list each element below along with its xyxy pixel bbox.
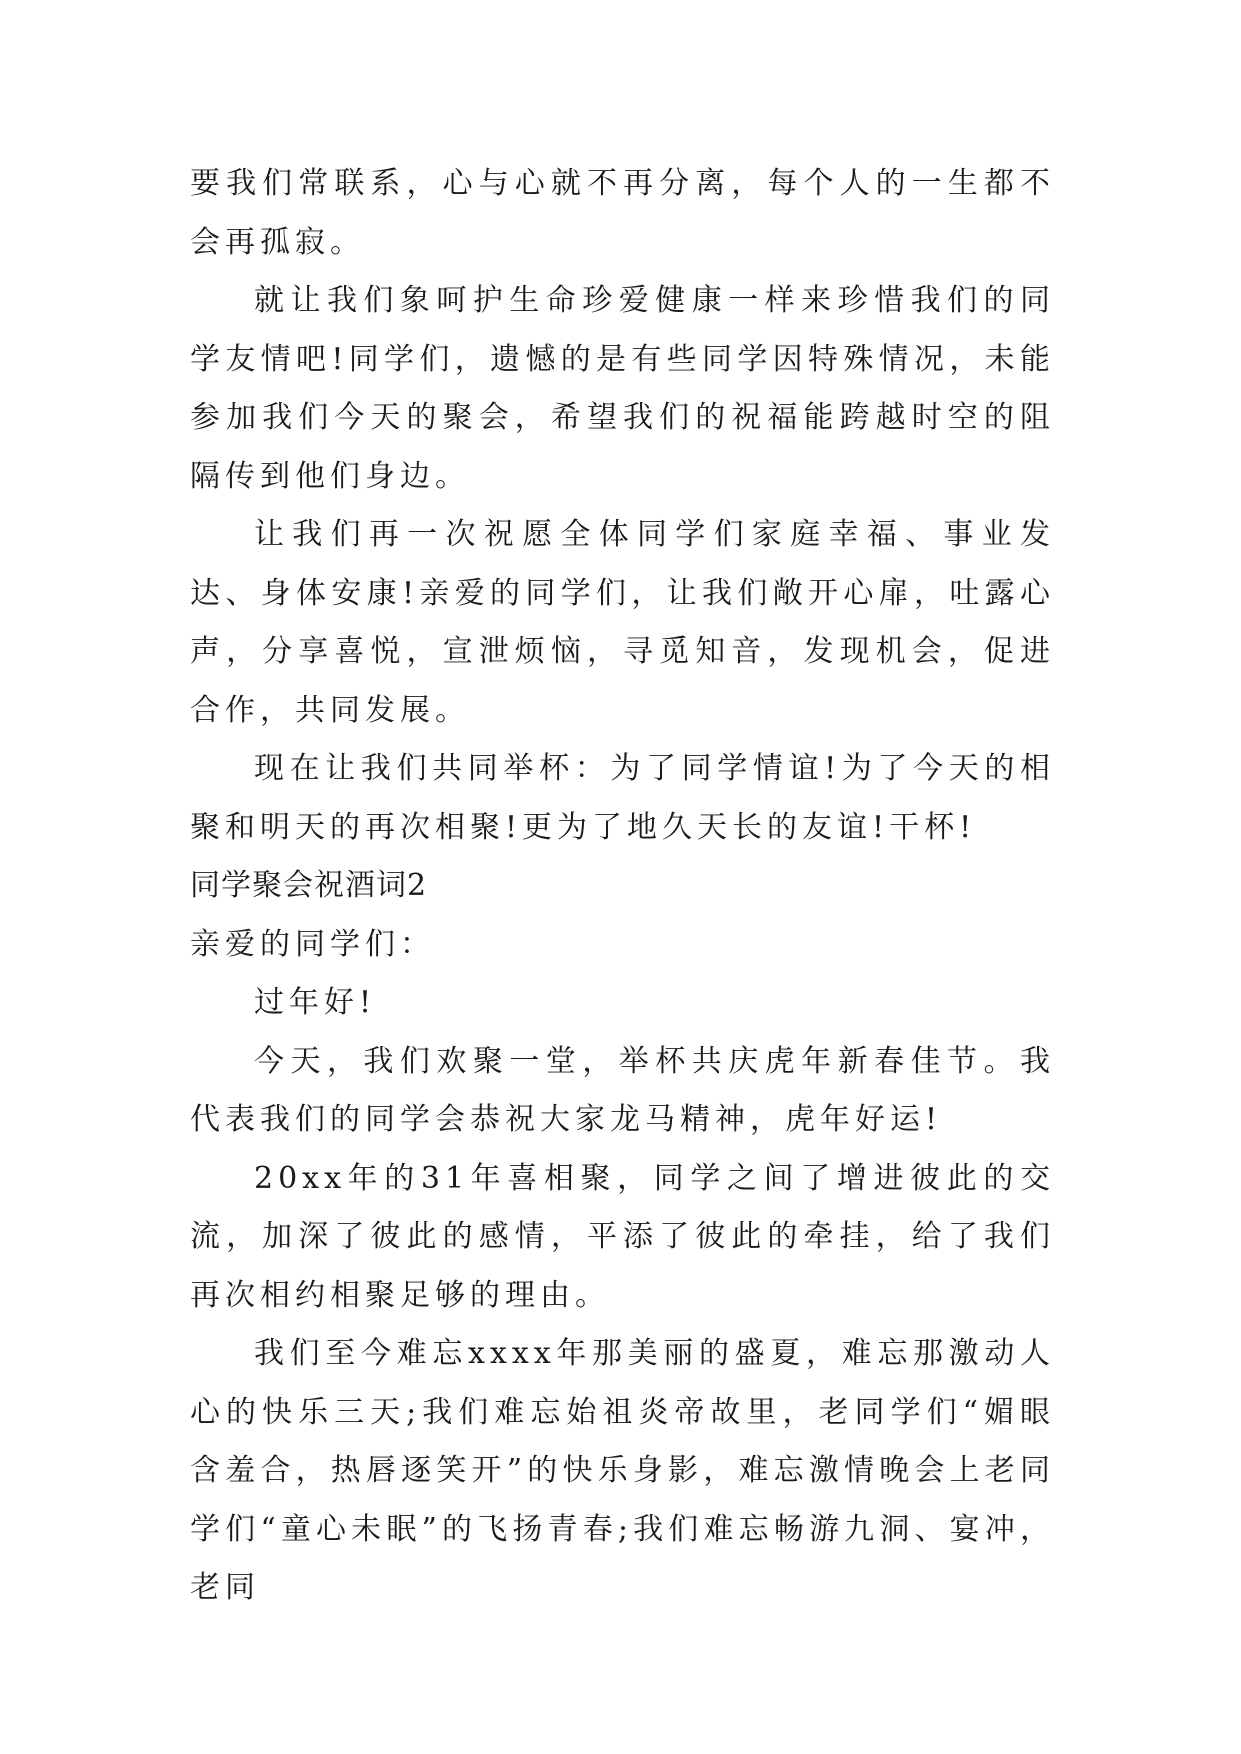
paragraph-continuation: 要我们常联系，心与心就不再分离，每个人的一生都不会再孤寂。 [190,166,1055,260]
paragraph-memories: 我们至今难忘xxxx年那美丽的盛夏，难忘那激动人心的快乐三天;我们难忘始祖炎帝故里，老同学们“媚眼含羞合，热唇逐笑开”的快乐身影，难忘激情晚会上老同学们“童心未眠”的飞扬青春;我们难忘畅游九洞、宴冲，老同 [190,1336,1055,1605]
document-page [190,155,1055,1618]
paragraph-reunion: 20xx年的31年喜相聚，同学之间了增进彼此的交流，加深了彼此的感情，平添了彼此的牵挂，给了我们再次相约相聚足够的理由。 [190,1160,1055,1313]
salutation: 亲爱的同学们： [190,926,435,962]
paragraph-toast: 现在让我们共同举杯：为了同学情谊!为了今天的相聚和明天的再次相聚!更为了地久天长的友谊!干杯! [190,751,1055,845]
greeting: 过年好! [254,985,377,1020]
paragraph-wishes: 让我们再一次祝愿全体同学们家庭幸福、事业发达、身体安康!亲爱的同学们，让我们敞开心扉，吐露心声，分享喜悦，宣泄烦恼，寻觅知音，发现机会，促进合作，共同发展。 [190,517,1055,728]
paragraph-friendship: 就让我们象呵护生命珍爱健康一样来珍惜我们的同学友情吧!同学们，遗憾的是有些同学因特殊情况，未能参加我们今天的聚会，希望我们的祝福能跨越时空的阻隔传到他们身边。 [190,283,1055,494]
paragraph-new-year: 今天，我们欢聚一堂，举杯共庆虎年新春佳节。我代表我们的同学会恭祝大家龙马精神，虎年好运! [190,1043,1055,1137]
section-title: 同学聚会祝酒词2 [190,868,428,903]
